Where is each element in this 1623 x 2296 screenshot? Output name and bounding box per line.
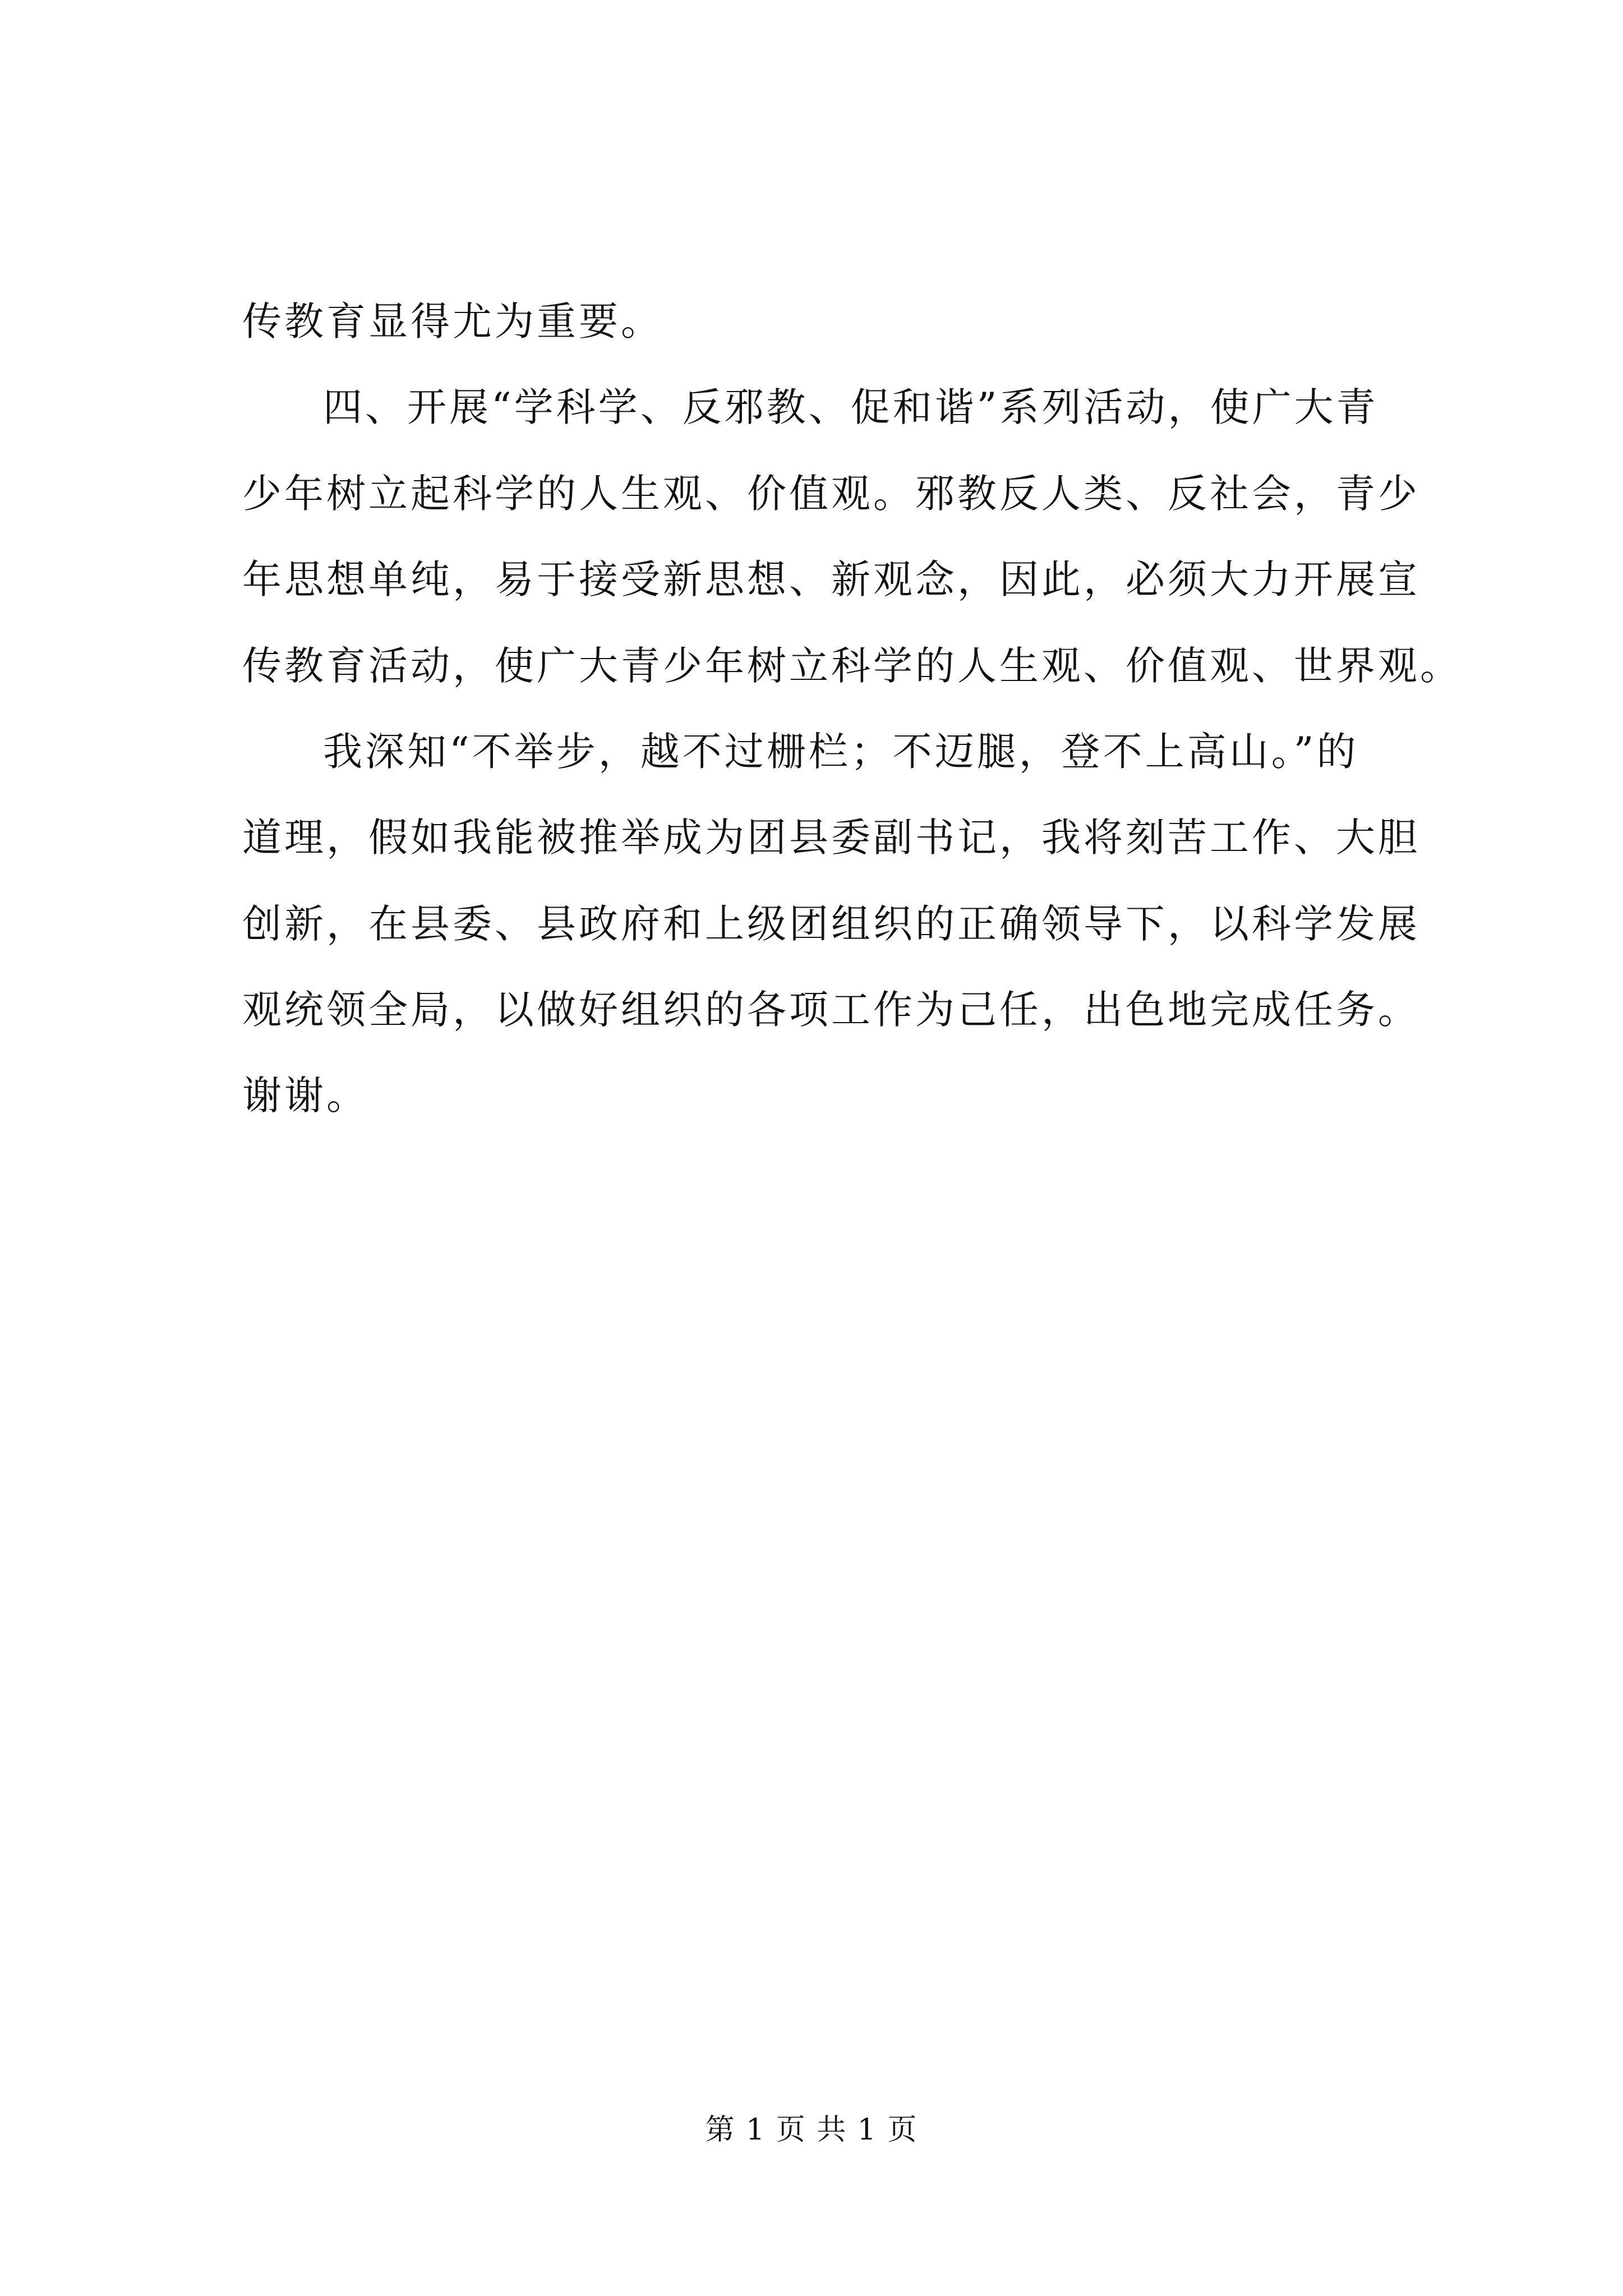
closing-thanks: 谢谢。 [242, 1073, 368, 1119]
closing-paragraph-line-3: 创新，在县委、县政府和上级团组织的正确领导下，以科学发展 [242, 901, 1420, 947]
body-line-1: 传教育显得尤为重要。 [242, 298, 663, 344]
closing-paragraph-line-4: 观统领全局，以做好组织的各项工作为己任，出色地完成任务。 [242, 987, 1420, 1033]
paragraph-4-line-3: 年思想单纯，易于接受新思想、新观念，因此，必须大力开展宣 [242, 556, 1420, 602]
closing-paragraph-line-1: 我深知“不举步，越不过栅栏；不迈腿，登不上高山。”的 [323, 729, 1359, 775]
paragraph-4-line-1: 四、开展“学科学、反邪教、促和谐”系列活动，使广大青 [323, 384, 1378, 430]
page-number-footer: 第 1 页 共 1 页 [705, 2113, 918, 2147]
paragraph-4-line-2: 少年树立起科学的人生观、价值观。邪教反人类、反社会，青少 [242, 471, 1420, 517]
closing-paragraph-line-2: 道理，假如我能被推举成为团县委副书记，我将刻苦工作、大胆 [242, 815, 1420, 861]
paragraph-4-line-4: 传教育活动，使广大青少年树立科学的人生观、价值观、世界观。 [242, 643, 1462, 689]
